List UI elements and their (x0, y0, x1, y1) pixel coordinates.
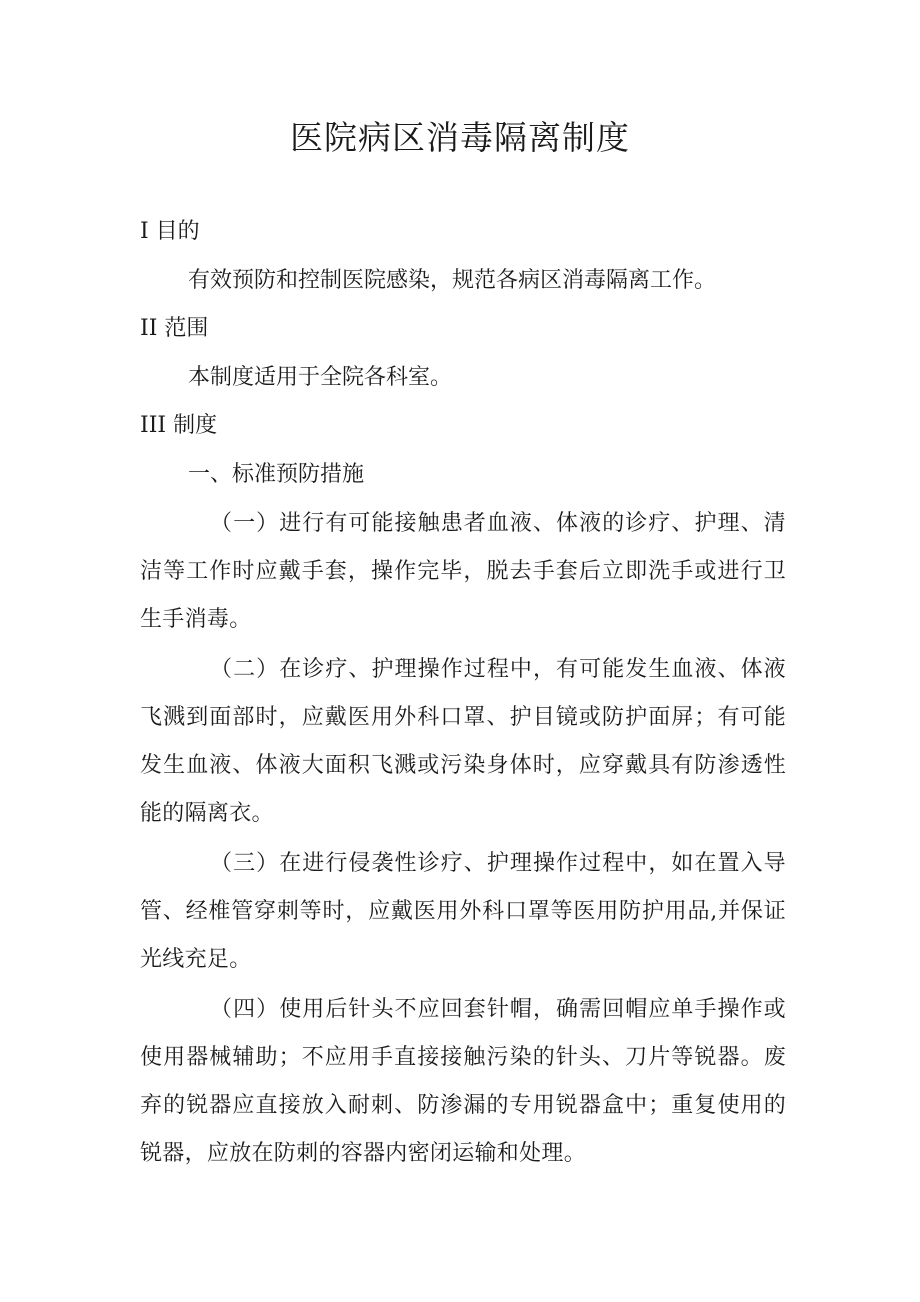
policy-item-1: （一）进行有可能接触患者血液、体液的诊疗、护理、清洁等工作时应戴手套，操作完毕，脱去手套后立即洗手或进行卫生手消毒。 (140, 511, 786, 632)
section-heading-policy: III 制度 (140, 413, 218, 438)
section-heading-scope: II 范围 (140, 316, 209, 341)
policy-item-3: （三）在进行侵袭性诊疗、护理操作过程中，如在置入导管、经椎管穿刺等时，应戴医用外科口罩等医用防护用品,并保证光线充足。 (140, 851, 786, 972)
policy-item-4: （四）使用后针头不应回套针帽，确需回帽应单手操作或使用器械辅助；不应用手直接接触污染的针头、刀片等锐器。废弃的锐器应直接放入耐刺、防渗漏的专用锐器盒中；重复使用的锐器，应放在防刺的容器内密闭运输和处理。 (140, 997, 786, 1166)
section-heading-purpose: I 目的 (140, 219, 200, 244)
purpose-text: 有效预防和控制医院感染，规范各病区消毒隔离工作。 (188, 268, 717, 293)
document-title: 医院病区消毒隔离制度 (290, 118, 630, 157)
policy-item-2: （二）在诊疗、护理操作过程中，有可能发生血液、体液飞溅到面部时，应戴医用外科口罩、护目镜或防护面屏；有可能发生血液、体液大面积飞溅或污染身体时，应穿戴具有防渗透性能的隔离衣。 (140, 657, 786, 826)
scope-text: 本制度适用于全院各科室。 (188, 365, 453, 390)
sub-heading-standard-precautions: 一、标准预防措施 (188, 462, 365, 487)
